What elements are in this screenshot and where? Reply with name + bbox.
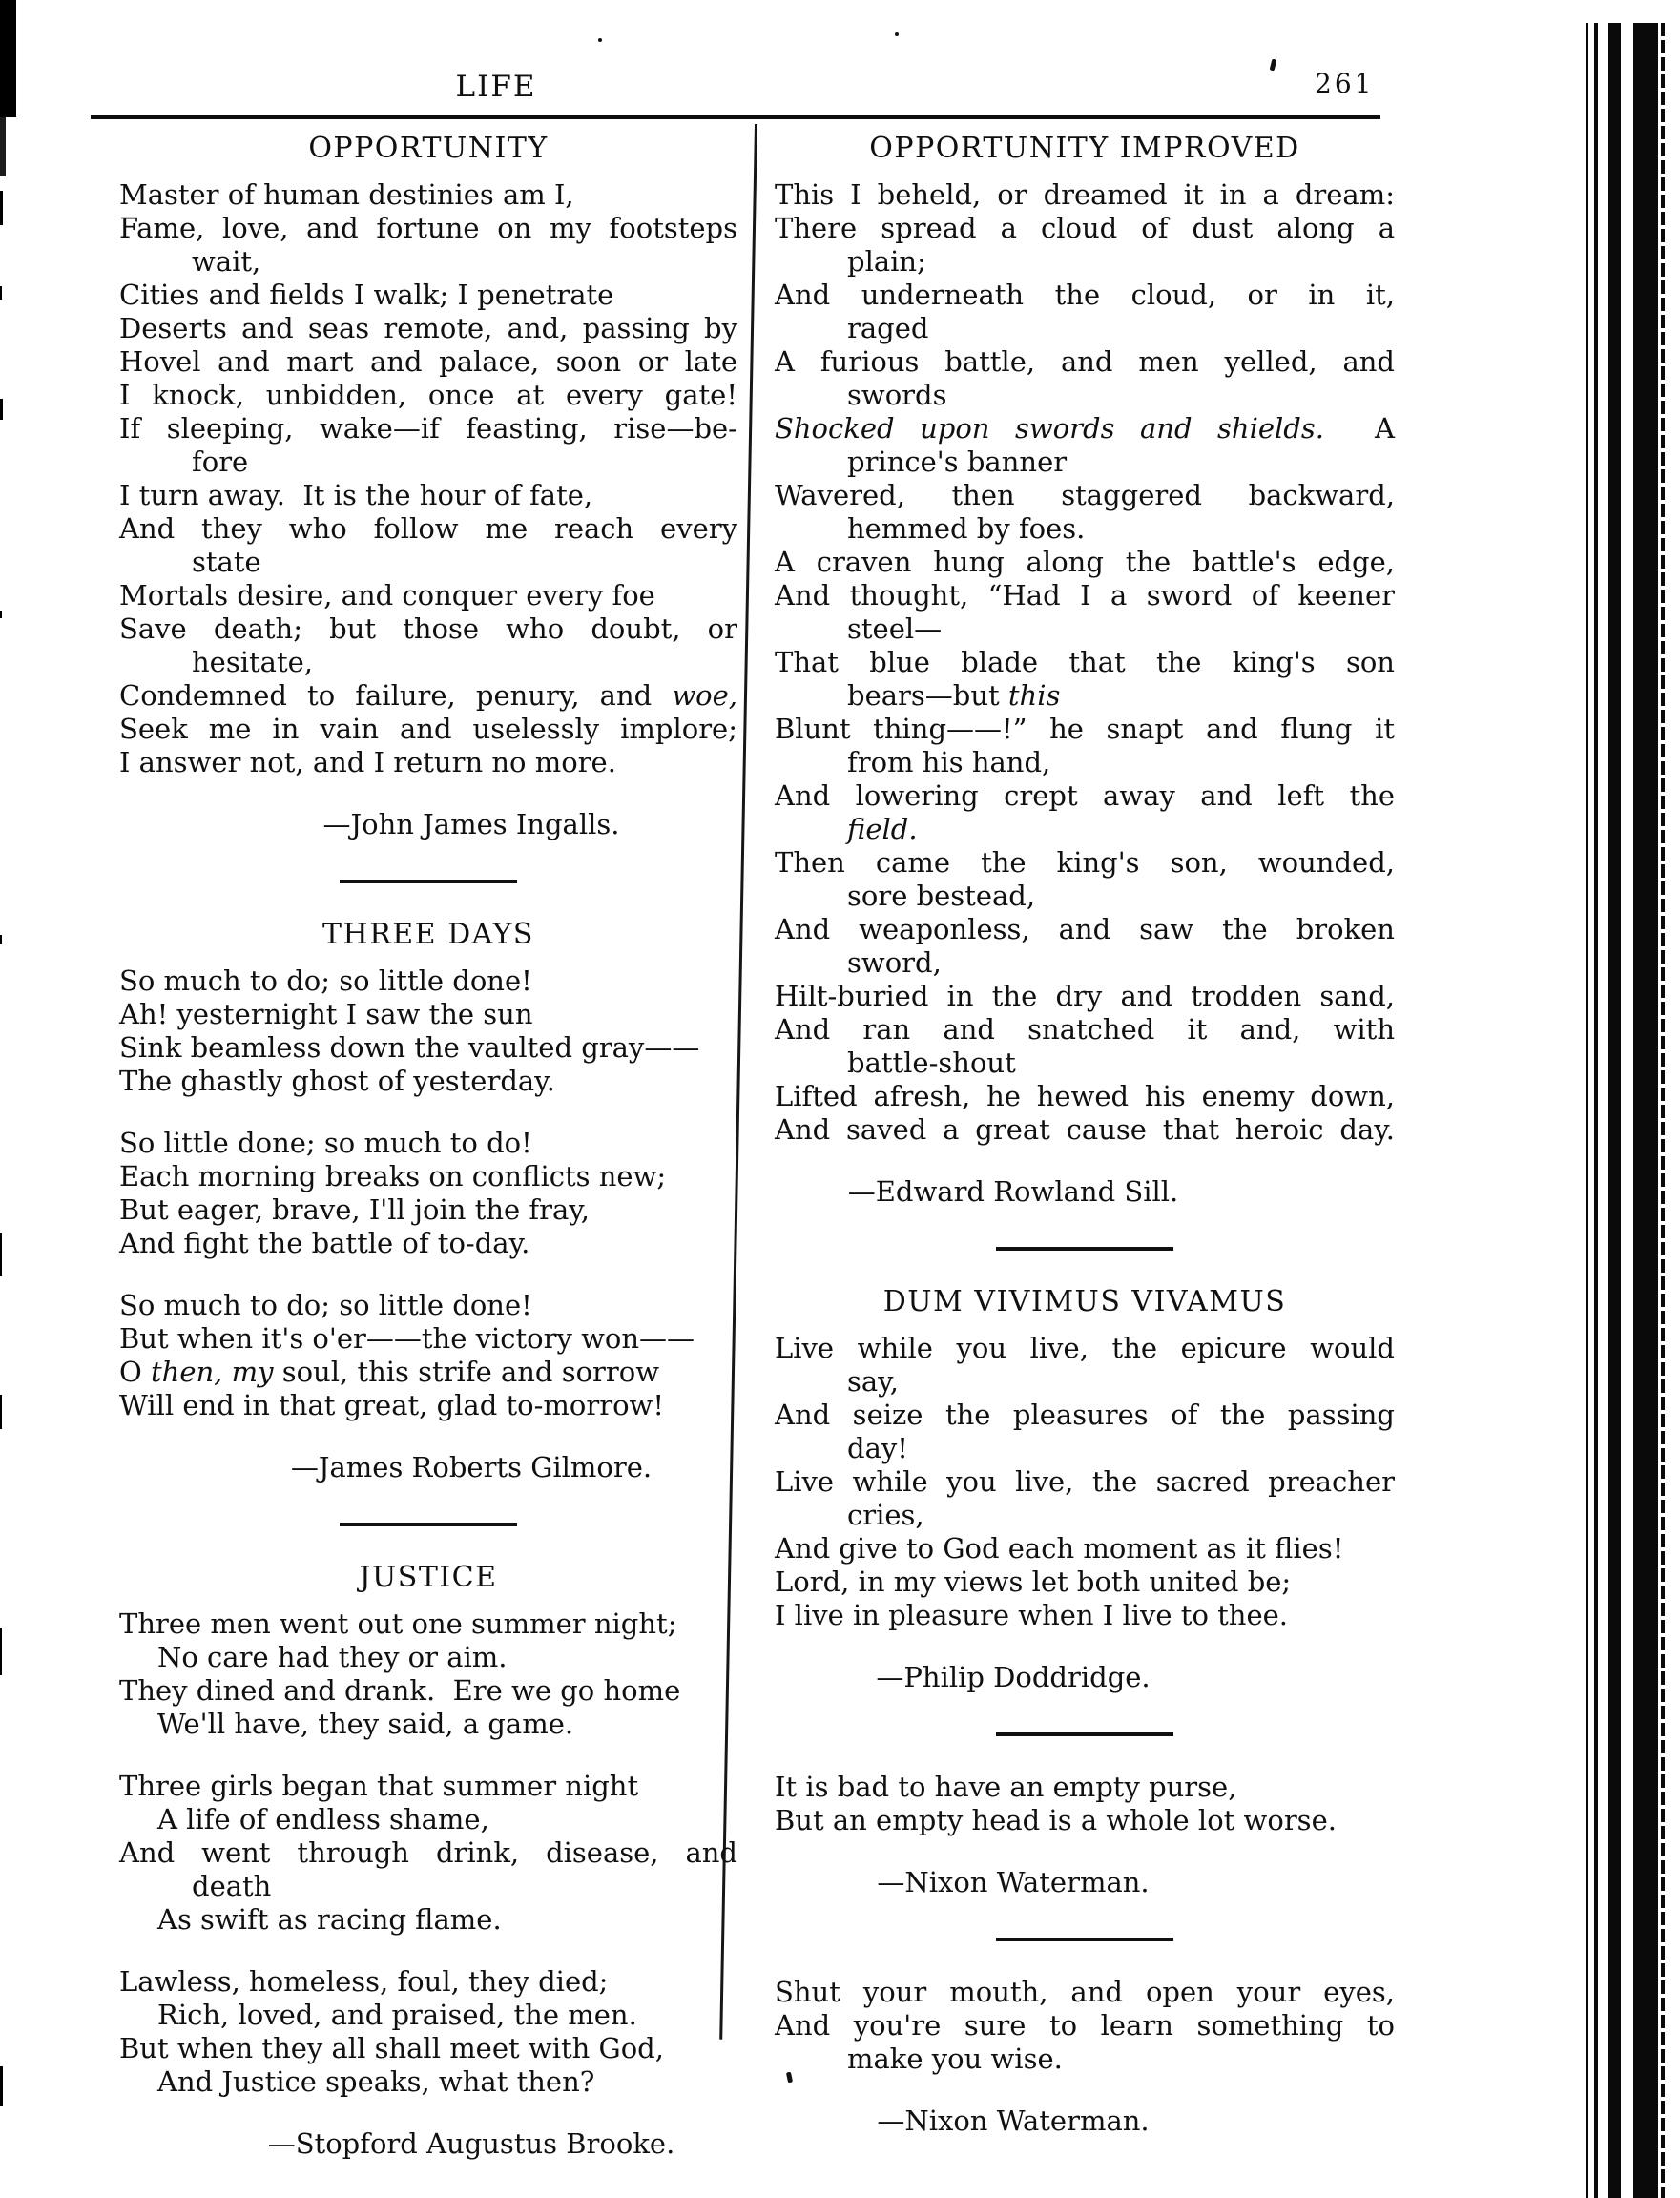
poem-line: And give to God each moment as it flies! xyxy=(775,1532,1344,1565)
poem-line: And Justice speaks, what then? xyxy=(157,2065,595,2098)
poem-section xyxy=(119,918,737,1484)
poem-line: Master of human destinies am I, xyxy=(119,178,574,211)
poem-line: As swift as racing flame. xyxy=(157,1903,502,1936)
poem-line: So much to do; so little done! xyxy=(119,1289,532,1321)
poem-line: say, xyxy=(847,1365,899,1398)
poem-line: I answer not, and I return no more. xyxy=(119,746,616,778)
poem-line: Will end in that great, glad to-morrow! xyxy=(119,1389,665,1421)
page-number: 261 xyxy=(1315,68,1375,99)
poem-line: day! xyxy=(847,1432,908,1464)
poem-line: And seize the pleasures of the passing xyxy=(775,1399,1395,1431)
header-rule xyxy=(91,115,1380,119)
poem-title: OPPORTUNITY IMPROVED xyxy=(869,132,1300,165)
poem-line: swords xyxy=(847,379,947,411)
poem-line: A furious battle, and men yelled, and xyxy=(775,345,1395,378)
left-column xyxy=(119,132,737,2161)
section-divider xyxy=(340,1523,517,1526)
scan-artifact-edge-mark xyxy=(0,1395,2,1429)
poem-line: Each morning breaks on conflicts new; xyxy=(119,1160,667,1192)
stanza xyxy=(775,1976,1395,2076)
poem-line: Seek me in vain and uselessly implore; xyxy=(119,713,737,745)
scan-artifact-edge-mark xyxy=(0,191,3,225)
scan-artifact-edge-mark xyxy=(0,611,2,618)
italic-text: then, my xyxy=(151,1356,274,1388)
scan-artifact-left-bar xyxy=(0,0,16,117)
poem-line: But an empty head is a whole lot worse. xyxy=(775,1804,1337,1836)
scan-artifact-gutter-stripe xyxy=(1633,23,1658,2198)
italic-text: woe, xyxy=(672,679,737,712)
poem-line: Ah! yesternight I saw the sun xyxy=(119,998,533,1030)
poem-line: Mortals desire, and conquer every foe xyxy=(119,579,655,612)
poem-line: Wavered, then staggered backward, xyxy=(775,479,1395,511)
poem-line: Cities and fields I walk; I penetrate xyxy=(119,279,614,311)
poem-signature: —James Roberts Gilmore. xyxy=(290,1451,653,1483)
poem-signature: —Nixon Waterman. xyxy=(877,2105,1150,2137)
poem-line: And fight the battle of to-day. xyxy=(119,1227,530,1259)
poem-line: Hilt-buried in the dry and trodden sand, xyxy=(775,980,1395,1012)
scan-artifact-edge-mark xyxy=(0,2066,3,2106)
poem-line: I knock, unbidden, once at every gate! xyxy=(119,379,737,411)
poem-line: We'll have, they said, a game. xyxy=(157,1708,574,1740)
italic-text: this xyxy=(1007,679,1061,712)
poem-line: I live in pleasure when I live to thee. xyxy=(775,1599,1289,1631)
scan-artifact-gutter-stripe xyxy=(1661,23,1665,2198)
stanza xyxy=(775,1771,1395,1837)
poem-line: This I beheld, or dreamed it in a dream: xyxy=(775,178,1395,211)
poem-line: And ran and snatched it and, with xyxy=(775,1013,1395,1046)
poem-line: But when they all shall meet with God, xyxy=(119,2032,664,2064)
poem-line: The ghastly ghost of yesterday. xyxy=(119,1065,555,1097)
poem-line: bears—but this xyxy=(847,679,1061,712)
poem-line: steel— xyxy=(847,612,943,645)
italic-text: field. xyxy=(847,813,918,845)
poem-line: Deserts and seas remote, and, passing by xyxy=(119,312,737,344)
poem-line: O then, my soul, this strife and sorrow xyxy=(119,1356,660,1388)
poem-line: And thought, “Had I a sword of keener xyxy=(775,579,1395,612)
scan-artifact-gutter-stripe xyxy=(1594,23,1598,2198)
stanza xyxy=(119,1289,737,1422)
poem-title: THREE DAYS xyxy=(322,918,534,951)
poem-signature: —John James Ingalls. xyxy=(322,808,620,840)
poem-line: Live while you live, the sacred preacher xyxy=(775,1465,1395,1498)
stanza xyxy=(119,1607,737,1741)
stanza xyxy=(119,1770,737,1937)
poem-line: Sink beamless down the vaulted gray—— xyxy=(119,1031,700,1064)
poem-line: prince's banner xyxy=(847,446,1068,478)
scan-artifact-edge-mark xyxy=(0,935,2,944)
scan-artifact-speck xyxy=(1270,59,1277,72)
poem-section xyxy=(119,1561,737,2161)
poem-line: Then came the king's son, wounded, xyxy=(775,846,1395,879)
poem-line: That blue blade that the king's son xyxy=(775,646,1395,678)
poem-signature: —Stopford Augustus Brooke. xyxy=(267,2127,675,2160)
poem-line: wait, xyxy=(192,245,261,278)
poem-line: plain; xyxy=(847,245,926,278)
poem-line: hemmed by foes. xyxy=(847,512,1086,545)
poem-line: But when it's o'er——the victory won—— xyxy=(119,1322,695,1355)
poem-line: And lowering crept away and left the xyxy=(775,779,1395,812)
poem-line: They dined and drank. Ere we go home xyxy=(119,1674,681,1707)
poem-section xyxy=(775,132,1395,1209)
poem-line: Shut your mouth, and open your eyes, xyxy=(775,1976,1395,2008)
poem-line: Rich, loved, and praised, the men. xyxy=(157,1999,637,2031)
stanza xyxy=(119,1965,737,2099)
scan-artifact-edge-mark xyxy=(0,1233,2,1276)
poem-signature: —Philip Doddridge. xyxy=(876,1661,1151,1693)
poem-line: Blunt thing——!” he snapt and flung it xyxy=(775,713,1395,745)
poem-line: Live while you live, the epicure would xyxy=(775,1332,1395,1364)
poem-line: hesitate, xyxy=(192,646,313,678)
poem-title: DUM VIVIMUS VIVAMUS xyxy=(882,1285,1287,1318)
section-divider xyxy=(340,880,517,883)
poem-line: No care had they or aim. xyxy=(157,1641,508,1673)
poem-section xyxy=(775,1976,1395,2138)
scan-artifact-edge-mark xyxy=(0,399,3,420)
poem-section xyxy=(775,1771,1395,1899)
section-divider xyxy=(996,1938,1173,1941)
poem-line: Three men went out one summer night; xyxy=(119,1607,677,1640)
poem-line: Shocked upon swords and shields. A xyxy=(775,412,1395,445)
poem-line: cries, xyxy=(847,1499,924,1531)
poem-line: A craven hung along the battle's edge, xyxy=(775,546,1395,578)
poem-line: state xyxy=(192,546,261,578)
section-divider xyxy=(996,1247,1173,1251)
stanza xyxy=(119,1127,737,1260)
poem-section xyxy=(775,1285,1395,1694)
poem-line: Lord, in my views let both united be; xyxy=(775,1566,1292,1598)
poem-line: make you wise. xyxy=(847,2042,1063,2075)
poem-section xyxy=(119,132,737,841)
poem-line xyxy=(775,813,1395,846)
scan-artifact-edge-mark xyxy=(0,286,2,300)
poem-line: battle-shout xyxy=(847,1047,1016,1079)
poem-line: It is bad to have an empty purse, xyxy=(775,1771,1237,1803)
poem-line: Fame, love, and fortune on my footsteps xyxy=(119,212,737,244)
poem-line: And they who follow me reach every xyxy=(119,512,737,545)
scan-artifact-speck xyxy=(895,32,899,36)
poem-line: Hovel and mart and palace, soon or late xyxy=(119,345,737,378)
poem-line: death xyxy=(192,1870,272,1902)
poem-line: I turn away. It is the hour of fate, xyxy=(119,479,593,511)
poem-signature: —Edward Rowland Sill. xyxy=(847,1175,1179,1208)
poem-line: Lifted afresh, he hewed his enemy down, xyxy=(775,1080,1395,1112)
stanza xyxy=(775,178,1395,1147)
scan-artifact-gutter-stripe xyxy=(1586,23,1588,2198)
poem-line: If sleeping, wake—if feasting, rise—be- xyxy=(119,412,737,445)
italic-text: Shocked upon swords and shields. xyxy=(775,412,1324,445)
scan-artifact-speck xyxy=(598,38,602,42)
scan-artifact-left-bar-thin xyxy=(0,117,6,176)
poem-line: Save death; but those who doubt, or xyxy=(119,612,737,645)
scan-artifact-edge-mark xyxy=(0,1628,2,1675)
stanza xyxy=(119,964,737,1098)
poem-line: A life of endless shame, xyxy=(157,1803,489,1835)
poem-line: And weaponless, and saw the broken xyxy=(775,913,1395,945)
poem-line: sword, xyxy=(847,946,942,979)
poem-line: And went through drink, disease, and xyxy=(119,1836,737,1869)
poem-line: And you're sure to learn something to xyxy=(775,2009,1395,2042)
poem-line: sore bestead, xyxy=(847,880,1036,912)
poem-line: Three girls began that summer night xyxy=(119,1770,639,1802)
poem-line: So much to do; so little done! xyxy=(119,964,532,997)
right-column xyxy=(775,132,1395,2138)
poem-title: OPPORTUNITY xyxy=(308,132,549,165)
poem-line: Condemned to failure, penury, and woe, xyxy=(119,679,737,712)
poem-title: JUSTICE xyxy=(359,1561,498,1594)
poem-line: raged xyxy=(847,312,929,344)
poem-line: from his hand, xyxy=(847,746,1051,778)
poem-line: And underneath the cloud, or in it, xyxy=(775,279,1395,311)
poem-signature: —Nixon Waterman. xyxy=(877,1866,1150,1898)
poem-line: And saved a great cause that heroic day. xyxy=(775,1113,1395,1146)
poem-line: So little done; so much to do! xyxy=(119,1127,532,1159)
poem-line: fore xyxy=(192,446,249,478)
section-divider xyxy=(996,1732,1173,1736)
stanza xyxy=(775,1332,1395,1632)
stanza xyxy=(119,178,737,779)
scan-artifact-gutter-stripe xyxy=(1608,23,1621,2198)
page-title: LIFE xyxy=(455,70,537,104)
poem-line: Lawless, homeless, foul, they died; xyxy=(119,1965,609,1998)
poem-line: There spread a cloud of dust along a xyxy=(775,212,1395,244)
poem-line: But eager, brave, I'll join the fray, xyxy=(119,1193,591,1226)
